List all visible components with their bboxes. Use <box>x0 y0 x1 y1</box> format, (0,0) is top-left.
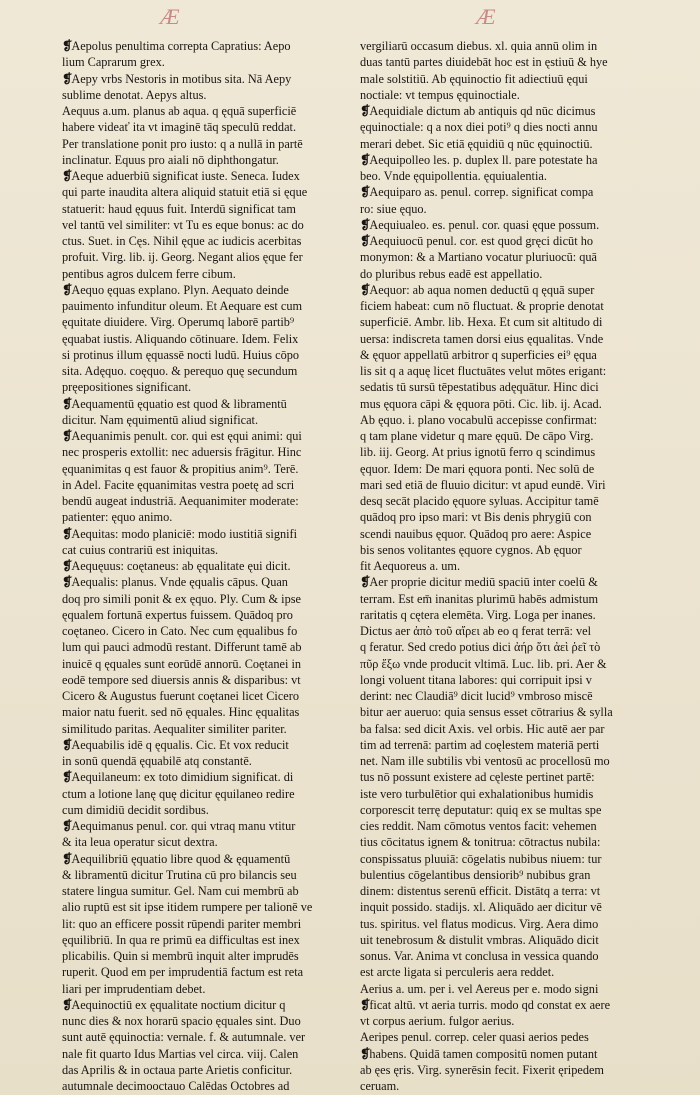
line-text: similitudo paritas. Aequaliter similiter pariter. <box>62 721 287 736</box>
line-text: Aequinoctiū ex ęqualitate noctium dicitur q <box>71 997 286 1012</box>
line-text: plicabilis. Quin si membrū inquit alter imprudēs <box>62 949 299 963</box>
line-text: ceruam. <box>360 1079 400 1093</box>
line-text: ba falsa: sed dicit Axis. vel orbis. Hic autē aer par <box>360 721 605 736</box>
line-text: mari sed etiā de fluuio dicitur: vt apud eundē. Viri <box>360 477 606 492</box>
pilcrow-icon: ❡ <box>360 217 370 232</box>
text-line <box>62 899 345 915</box>
pilcrow-icon: ❡ <box>62 737 72 752</box>
line-text: vt corpus aerium. fulgor aerius. <box>360 1014 515 1028</box>
text-line <box>62 249 345 265</box>
text-line <box>360 997 643 1013</box>
text-line <box>62 1046 345 1062</box>
text-line <box>360 834 643 850</box>
pilcrow-icon: ❡ <box>360 575 370 590</box>
line-text: sublime denotat. Aepys altus. <box>62 87 207 102</box>
pilcrow-icon: ❡ <box>360 152 370 167</box>
line-text: merari debet. Sic etiā ęquidiū q nūc ęquinoctiū. <box>360 136 593 151</box>
text-line <box>62 574 345 590</box>
text-line <box>62 396 345 412</box>
text-line <box>360 623 643 639</box>
line-text: ęquanimitas q est fauor & propitius anim⁹. Terē. <box>62 461 299 476</box>
line-text: eodē tempore sed diuersis annis & disparibus: vt <box>62 672 301 687</box>
text-line <box>360 136 643 152</box>
text-line <box>360 282 643 298</box>
pilcrow-icon: ❡ <box>62 559 72 573</box>
text-line <box>62 753 345 769</box>
text-line <box>62 428 345 444</box>
line-text: ruperit. Quod em per imprudentiā factum est reta <box>62 965 304 980</box>
line-text: cum dimidiū decidit sordibus. <box>62 802 209 817</box>
line-text: & ęquor appellatū arbitror q superficies ei⁹ ęqua <box>360 347 597 362</box>
line-text: maior natu fuerit. sed nō ęquales. Hinc ęqualitas <box>62 705 300 720</box>
line-text: Aequor: ab aqua nomen deductū q ęquā super <box>369 282 595 297</box>
text-line <box>62 802 345 818</box>
line-text: q tam plane videtur q mare ęquū. De cāpo Virg. <box>360 429 594 443</box>
line-text: cies reddit. Nam cōmotus ventos facit: vehemen <box>360 819 597 833</box>
line-text: Aequimanus penul. cor. qui vtraq manu vtitur <box>71 819 296 833</box>
text-line <box>360 363 643 379</box>
text-line <box>62 851 345 867</box>
pilcrow-icon: ❡ <box>62 526 72 541</box>
text-line <box>62 103 345 119</box>
line-text: pentibus agros dulcem ferre cibum. <box>62 266 236 281</box>
pilcrow-icon: ❡ <box>360 997 370 1012</box>
text-line <box>360 688 643 704</box>
line-text: monymon: & a Martiano vocatur pluriuocū: quā <box>360 250 598 265</box>
text-line <box>360 347 643 363</box>
line-text: ctum a lotione lanę quę dicitur ęquilaneo redire <box>62 786 295 801</box>
text-line <box>62 282 345 298</box>
text-line <box>360 38 643 54</box>
line-text: dicitur. Nam ęquimentū aliud significat. <box>62 412 259 427</box>
text-line <box>360 867 643 883</box>
text-line <box>360 428 643 444</box>
text-line <box>360 818 643 834</box>
text-line <box>360 103 643 119</box>
line-text: sedatis tū sursū tēpestatibus adęquātur. Hinc dici <box>360 380 599 395</box>
text-line <box>62 444 345 460</box>
text-line <box>360 607 643 623</box>
line-text: scendi nauibus ęquor. Quādoq pro aere: Aspice <box>360 526 592 541</box>
line-text: Dictus aer ἀπὸ τοῦ αἴρει ab eo q ferat terrā: vel <box>360 624 592 638</box>
line-text: alio ruptū est sit ipse itidem rumpere per talionē ve <box>62 900 313 915</box>
text-line <box>62 1062 345 1078</box>
line-text: Aequalis: planus. Vnde ęqualis cāpus. Quan <box>71 575 288 590</box>
text-line <box>360 249 643 265</box>
text-line <box>62 883 345 899</box>
line-text: ab ęes ęris. Virg. synerēsin fecit. Fixerit ęripedem <box>360 1062 604 1077</box>
line-text: cat cuius contrariū est iniquitas. <box>62 542 219 557</box>
text-line <box>360 184 643 200</box>
text-line <box>62 363 345 379</box>
line-text: lum qui pauci admodū restant. Differunt tamē ab <box>62 640 302 655</box>
text-line <box>360 1013 643 1029</box>
text-line <box>360 168 643 184</box>
line-text: Ab ęquo. i. plano vocabulū accepisse confirmat: <box>360 412 597 427</box>
line-text: πῦρ ἔξω vnde producit vltimā. Luc. lib. pri. Aer & <box>360 656 607 671</box>
pilcrow-icon: ❡ <box>360 282 370 297</box>
line-text: pręepositiones significant. <box>62 380 192 395</box>
text-line <box>360 948 643 964</box>
line-text: Aequiualeo. es. penul. cor. quasi ęque possum. <box>369 217 600 232</box>
text-line <box>62 1029 345 1045</box>
text-line <box>62 737 345 753</box>
text-line <box>62 379 345 395</box>
text-line <box>360 54 643 70</box>
left-text-column <box>62 38 345 1094</box>
text-line <box>62 38 345 54</box>
line-text: vel tantū vel similiter: vt Tu es eque bonus: ac do <box>62 217 304 232</box>
text-line <box>360 981 643 997</box>
right-text-column <box>360 38 643 1094</box>
line-text: autumnale decimooctauo Calēdas Octobres ad <box>62 1079 290 1093</box>
line-text: terram. Est em̄ inanitas plurimū habēs admistum <box>360 591 599 606</box>
text-line <box>62 721 345 737</box>
line-text: corporescit terrę deputatur: quiq ex se multas spe <box>360 802 602 817</box>
text-line <box>360 396 643 412</box>
text-line <box>62 1078 345 1094</box>
line-text: patienter: ęquo animo. <box>62 510 173 525</box>
text-line <box>62 769 345 785</box>
line-text: & ita leua operatur sicut dextra. <box>62 835 218 850</box>
line-text: ro: siue ęquo. <box>360 201 427 216</box>
line-text: lib. iij. Georg. At prius ignotū ferro q scindimus <box>360 445 596 460</box>
text-line <box>62 672 345 688</box>
text-line <box>360 526 643 542</box>
line-text: ęqualem fortunā expertus fuissem. Quādoq pro <box>62 607 293 622</box>
line-text: noctiale: vt tempus ęquinoctiale. <box>360 87 520 102</box>
line-text: tim ad terrenā: partim ad coęlestem materiā perti <box>360 737 600 752</box>
line-text: est arcte ligata si perculeris aera reddet. <box>360 965 555 980</box>
text-line <box>62 997 345 1013</box>
text-line <box>62 136 345 152</box>
text-line <box>360 639 643 655</box>
line-text: uit tenebrosum & distulit vmbras. Aliquādo dicit <box>360 932 599 947</box>
pilcrow-icon: ❡ <box>62 819 72 833</box>
text-line <box>62 607 345 623</box>
text-line <box>62 168 345 184</box>
line-text: conspissatus pluuiā: cōgelatis nubibus niuem: tur <box>360 851 602 866</box>
line-text: ęquilibriū. In qua re primū ea difficultas est inex <box>62 932 300 947</box>
line-text: Aequo ęquas explano. Plyn. Aequato deinde <box>71 282 289 297</box>
line-text: das Aprilis & in octaua parte Arietis conficitur. <box>62 1062 293 1077</box>
text-line <box>360 591 643 607</box>
line-text: desq secāt placido ęquore syluas. Accipitur tamē <box>360 494 599 508</box>
text-line <box>62 71 345 87</box>
pilcrow-icon: ❡ <box>360 1046 370 1061</box>
text-line <box>62 542 345 558</box>
line-text: Aequiparo as. penul. correp. significat compa <box>369 185 594 200</box>
text-line <box>62 54 345 70</box>
text-line <box>62 87 345 103</box>
line-text: Aequidiale dictum ab antiquis qd nūc dicimus <box>369 104 596 118</box>
text-line <box>360 656 643 672</box>
text-line <box>62 964 345 980</box>
text-line <box>360 412 643 428</box>
line-text: male solstitiū. Ab ęquinoctio fit adiectiuū ęqui <box>360 71 588 86</box>
pilcrow-icon: ❡ <box>62 429 72 443</box>
text-line <box>62 639 345 655</box>
line-text: doq pro simili ponit & ex ęquo. Ply. Cum & ipse <box>62 591 301 606</box>
text-line <box>360 331 643 347</box>
pilcrow-icon: ❡ <box>62 575 72 590</box>
line-text: Aequitas: modo planiciē: modo iustitiā signifi <box>71 526 298 541</box>
line-text: inquit possido. stadijs. xl. Aliquādo aer dicitur vē <box>360 900 602 915</box>
line-text: inclinatur. Equus pro aiali nō diphthongatur. <box>62 152 279 167</box>
line-text: bitur aer aueruo: quia sensus esset cōtrarius & sylla <box>360 705 613 720</box>
text-line <box>360 477 643 493</box>
line-text: raritatis q cętera elemēta. Virg. Loga per inanes. <box>360 607 596 622</box>
text-line <box>360 509 643 525</box>
line-text: dinem: distentus serenū efficit. Distātq a terra: vt <box>360 884 601 898</box>
text-line <box>360 71 643 87</box>
text-line <box>360 217 643 233</box>
text-line <box>360 769 643 785</box>
text-line <box>62 184 345 200</box>
line-text: uersa: indiscreta tamen dorsi eius ęqualitas. Vnde <box>360 331 604 346</box>
line-text: ficat altū. vt aeria turris. modo qd constat ex aere <box>369 997 611 1012</box>
text-line <box>360 1062 643 1078</box>
text-line <box>360 298 643 314</box>
line-text: qui parte inaudita altera aliquid statuit etiā si ęque <box>62 185 308 200</box>
line-text: bis senos volitantes ęquore cygnos. Ab ęquor <box>360 542 582 557</box>
line-text: Aequęuus: coętaneus: ab ęqualitate ęui dicit. <box>71 559 291 573</box>
line-text: tus. spiritus. vel flatus modicus. Virg. Aera dimo <box>360 916 599 931</box>
pilcrow-icon: ❡ <box>62 282 72 297</box>
text-line <box>62 916 345 932</box>
pilcrow-icon: ❡ <box>62 71 72 86</box>
text-line <box>62 704 345 720</box>
pilcrow-icon: ❡ <box>62 770 72 785</box>
line-text: Aequus a.um. planus ab aqua. q ęquā superficiē <box>62 104 297 118</box>
line-text: ficiem habeat: cum nō fluctuat. & proprie denotat <box>360 299 604 313</box>
text-line <box>360 672 643 688</box>
running-head-left: Æ <box>160 4 181 29</box>
line-text: mus ęquora cāpi & ęquora pōti. Cic. lib. ij. Acad. <box>360 396 602 411</box>
text-line <box>62 623 345 639</box>
text-line <box>360 461 643 477</box>
text-line <box>360 704 643 720</box>
text-line <box>62 412 345 428</box>
line-text: sunt autē ęquinoctia: vernale. f. & autumnale. ver <box>62 1030 306 1045</box>
line-text: Aeque aduerbiū significat iuste. Seneca. Iudex <box>71 169 300 183</box>
text-line <box>62 786 345 802</box>
line-text: in sonū quendā ęquabilē atq constantē. <box>62 754 252 768</box>
line-text: & libramentū dicitur Trutina cū pro bilancis seu <box>62 867 297 882</box>
text-line <box>360 233 643 249</box>
text-line <box>62 834 345 850</box>
line-text: Aequipolleo les. p. duplex ll. pare potestate ha <box>369 152 598 167</box>
line-text: derint: nec Claudiā⁹ dicit lucid⁹ vmbroso miscē <box>360 689 593 703</box>
line-text: vergiliarū occasum diebus. xl. quia annū olim in <box>360 39 598 53</box>
text-line <box>62 1013 345 1029</box>
line-text: Aeripes penul. correp. celer quasi aerios pedes <box>360 1030 589 1045</box>
text-line <box>360 558 643 574</box>
text-line <box>62 233 345 249</box>
line-text: Aepy vrbs Nestoris in motibus sita. Nā Aepy <box>71 71 292 86</box>
line-text: in Adel. Facite ęquanimitas vestra poetę ad scri <box>62 477 295 492</box>
text-line <box>360 899 643 915</box>
text-line <box>62 818 345 834</box>
pilcrow-icon: ❡ <box>360 234 370 248</box>
text-line <box>360 444 643 460</box>
line-text: Aerius a. um. per i. vel Aereus per e. modo signi <box>360 981 599 996</box>
text-line <box>360 721 643 737</box>
text-line <box>360 542 643 558</box>
text-line <box>360 152 643 168</box>
line-text: Cicero & Augustus fuerunt coętanei licet Cicero <box>62 689 299 703</box>
line-text: Aequilibriū ęquatio libre quod & ęquamentū <box>71 851 291 866</box>
text-line <box>62 119 345 135</box>
line-text: statere lingua sumitur. Gel. Nam cui membrū ab <box>62 884 299 898</box>
line-text: quādoq pro ipso mari: vt Bis denis phrygiū con <box>360 510 592 525</box>
line-text: coętaneo. Cicero in Cato. Nec cum ęqualibus fo <box>62 624 298 638</box>
pilcrow-icon: ❡ <box>62 39 72 53</box>
line-text: beo. Vnde ęquipollentia. ęquiualentia. <box>360 169 547 183</box>
line-text: habere videať ita vt imaginē tāq speculū reddat. <box>62 120 297 135</box>
text-line <box>360 786 643 802</box>
text-line <box>62 509 345 525</box>
line-text: ctus. Suet. in Cęs. Nihil ęque ac iudicis acerbitas <box>62 234 302 248</box>
text-line <box>62 867 345 883</box>
line-text: si protinus illum ęquassē nocti ludū. Huius cōpo <box>62 347 300 362</box>
line-text: nale fit quarto Idus Martias vel circa. viij. Calen <box>62 1046 299 1061</box>
text-line <box>360 737 643 753</box>
line-text: Aequanimis penult. cor. qui est ęqui animi: qui <box>71 429 302 443</box>
text-line <box>62 331 345 347</box>
line-text: tus nō possunt existere ad cęleste pertinet partē: <box>360 770 595 785</box>
text-line <box>360 964 643 980</box>
text-line <box>360 1078 643 1094</box>
line-text: Aequiuocū penul. cor. est quod gręci dicūt ho <box>369 234 593 248</box>
text-line <box>62 461 345 477</box>
line-text: ęquor. Idem: De mari ęquora ponti. Nec solū de <box>360 461 595 476</box>
text-line <box>62 477 345 493</box>
text-line <box>62 656 345 672</box>
line-text: Aer proprie dicitur mediū spaciū inter coelū & <box>369 575 598 590</box>
line-text: tius cōcitatus ignem & tonitrua: cōtractus nubila: <box>360 835 601 850</box>
text-line <box>62 347 345 363</box>
line-text: ęquabat iustis. Aliquando cōtinuare. Idem. Felix <box>62 331 299 346</box>
text-line <box>360 574 643 590</box>
text-line <box>62 266 345 282</box>
line-text: q feratur. Sed credo potius dici ἀήρ ὅτι ἀεὶ ῥεῖ τὸ <box>360 640 601 655</box>
line-text: iste vero turbulētior qui exhalationibus humidis <box>360 786 594 801</box>
running-head-right: Æ <box>476 4 497 29</box>
line-text: Aequamentū ęquatio est quod & libramentū <box>71 396 287 411</box>
line-text: sonus. Var. Anima vt conclusa in vessica quando <box>360 949 599 963</box>
text-line <box>62 493 345 509</box>
line-text: Per translatione ponit pro iusto: q a nullā in partē <box>62 136 303 151</box>
line-text: ęquitate diuidere. Virg. Operumq laborē partib⁹ <box>62 315 295 330</box>
text-line <box>62 526 345 542</box>
line-text: ęquinoctiale: q a nox diei poti⁹ q dies nocti annu <box>360 120 598 135</box>
text-line <box>62 298 345 314</box>
line-text: do pluribus rebus eadē est appellatio. <box>360 266 543 281</box>
line-text: bendū augeat industriā. Aequanimiter moderate: <box>62 494 299 508</box>
text-line <box>62 688 345 704</box>
line-text: lium Caprarum grex. <box>62 55 165 70</box>
line-text: bulentius cōgelantibus densiorib⁹ nubibus gran <box>360 867 591 882</box>
pilcrow-icon: ❡ <box>62 997 72 1012</box>
text-line <box>62 217 345 233</box>
text-line <box>360 1029 643 1045</box>
text-line <box>62 201 345 217</box>
text-line <box>360 1046 643 1062</box>
line-text: Aequilaneum: ex toto dimidium significat. di <box>71 770 294 785</box>
text-line <box>360 851 643 867</box>
text-line <box>360 314 643 330</box>
text-line <box>360 916 643 932</box>
line-text: duas tantū partes diuidebāt hoc est in ęstiuū & hye <box>360 55 608 70</box>
line-text: liari per imprudentiam debet. <box>62 981 206 996</box>
pilcrow-icon: ❡ <box>62 396 72 411</box>
line-text: Aepolus penultima correpta Capratius: Aepo <box>71 39 291 53</box>
text-line <box>360 493 643 509</box>
line-text: inuicē q ęquales sunt eorūdē annorū. Coętanei in <box>62 656 302 671</box>
text-line <box>360 883 643 899</box>
line-text: habens. Quidā tamen compositū nomen putant <box>369 1046 598 1061</box>
text-line <box>62 948 345 964</box>
line-text: fit Aequoreus a. um. <box>360 559 461 573</box>
text-line <box>360 932 643 948</box>
line-text: Aequabilis idē q ęqualis. Cic. Et vox reducit <box>71 737 289 752</box>
text-line <box>360 201 643 217</box>
text-line <box>360 87 643 103</box>
line-text: nunc dies & nox horarū spacio ęquales sint. Duo <box>62 1014 301 1028</box>
line-text: profuit. Virg. lib. ij. Georg. Negant alios ęque fer <box>62 250 303 265</box>
line-text: lit: quo an efficere possit rūpendi pariter membri <box>62 916 302 931</box>
line-text: pauimento infunditur oleum. Et Aequare est cum <box>62 299 303 313</box>
text-line <box>360 802 643 818</box>
text-line <box>62 591 345 607</box>
text-line <box>62 314 345 330</box>
text-line <box>62 932 345 948</box>
pilcrow-icon: ❡ <box>62 169 72 183</box>
line-text: longi voluent titana labores: qui corripuit ipsi v <box>360 672 592 687</box>
line-text: statuerit: haud ęquus fuit. Interdū significat tam <box>62 201 296 216</box>
text-line <box>360 266 643 282</box>
text-line <box>62 558 345 574</box>
text-line <box>360 379 643 395</box>
text-line <box>360 753 643 769</box>
text-line <box>360 119 643 135</box>
pilcrow-icon: ❡ <box>62 851 72 866</box>
line-text: net. Nam ille subtilis vbi ventosū ac procellosū mo <box>360 754 610 768</box>
pilcrow-icon: ❡ <box>360 185 370 200</box>
text-line <box>62 152 345 168</box>
line-text: superficiē. Ambr. lib. Hexa. Et cum sit altitudo di <box>360 315 603 330</box>
line-text: lis sit q a aquę licet fluctuātes velut mōtes erigant: <box>360 364 607 378</box>
pilcrow-icon: ❡ <box>360 104 370 118</box>
line-text: sita. Adęquo. coęquo. & perequo quę secundum <box>62 364 298 378</box>
text-line <box>62 981 345 997</box>
line-text: nec prosperis extollit: nec aduersis frāgitur. Hinc <box>62 445 302 460</box>
